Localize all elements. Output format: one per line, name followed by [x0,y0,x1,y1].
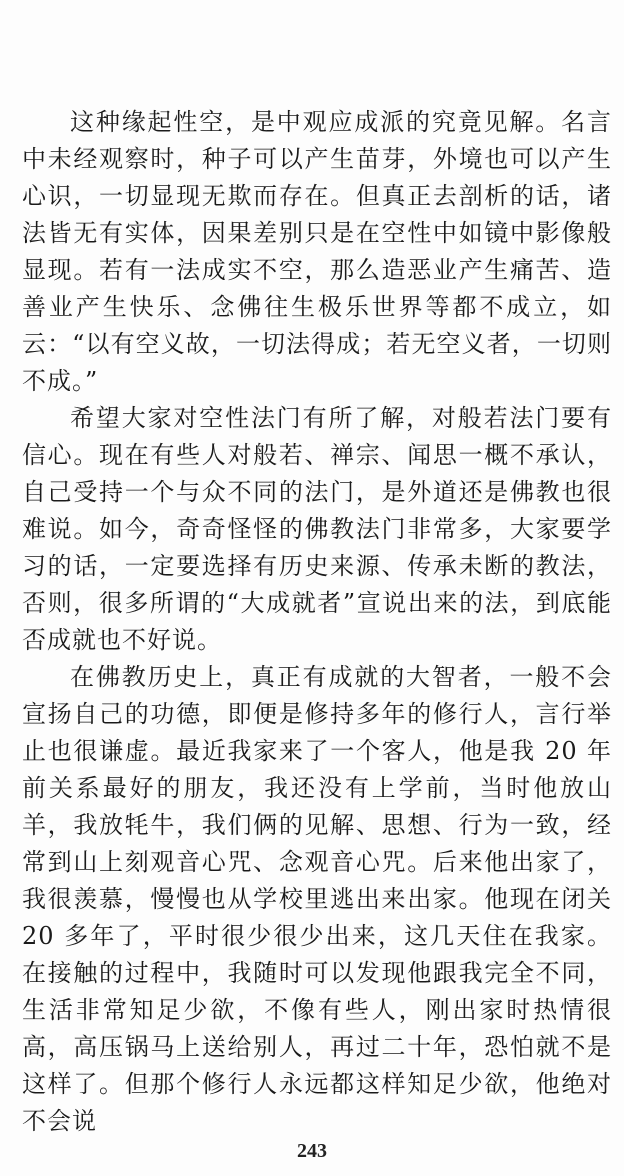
paragraph-3: 在佛教历史上，真正有成就的大智者，一般不会宣扬自己的功德，即便是修持多年的修行人，言行举止也很谦虚。最近我家来了一个客人，他是我 20 年前关系最好的朋友，我还没有上学前，当时他放山羊，我放牦牛，我们俩的见解、思想、行为一致，经常到山上刻观音心咒、念观音心咒。后来他出家了，我很羡慕，慢慢也从学校里逃出来出家。他现在闭关 20 多年了，平时很少很少出来，这几天住在我家。在接触的过程中，我随时可以发现他跟我完全不同，生活非常知足少欲，不像有些人，刚出家时热情很高，高压锅马上送给别人，再过二十年，恐怕就不是这样了。但那个修行人永远都这样知足少欲，他绝对不会说 [22,663,612,1135]
page-number: 243 [297,1140,327,1162]
paragraph-2: 希望大家对空性法门有所了解，对般若法门要有信心。现在有些人对般若、禅宗、闻思一概不承认，自己受持一个与众不同的法门，是外道还是佛教也很难说。如今，奇奇怪怪的佛教法门非常多，大家要学习的话，一定要选择有历史来源、传承未断的教法，否则，很多所谓的“大成就者”宣说出来的法，到底能否成就也不好说。 [22,404,612,654]
body-text [22,104,612,1140]
paragraph-1: 这种缘起性空，是中观应成派的究竟见解。名言中未经观察时，种子可以产生苗芽，外境也可以产生心识，一切显现无欺而存在。但真正去剖析的话，诸法皆无有实体，因果差别只是在空性中如镜中影像般显现。若有一法成实不空，那么造恶业产生痛苦、造善业产生快乐、念佛往生极乐世界等都不成立，如云：“以有空义故，一切法得成；若无空义者，一切则不成。” [22,108,612,395]
